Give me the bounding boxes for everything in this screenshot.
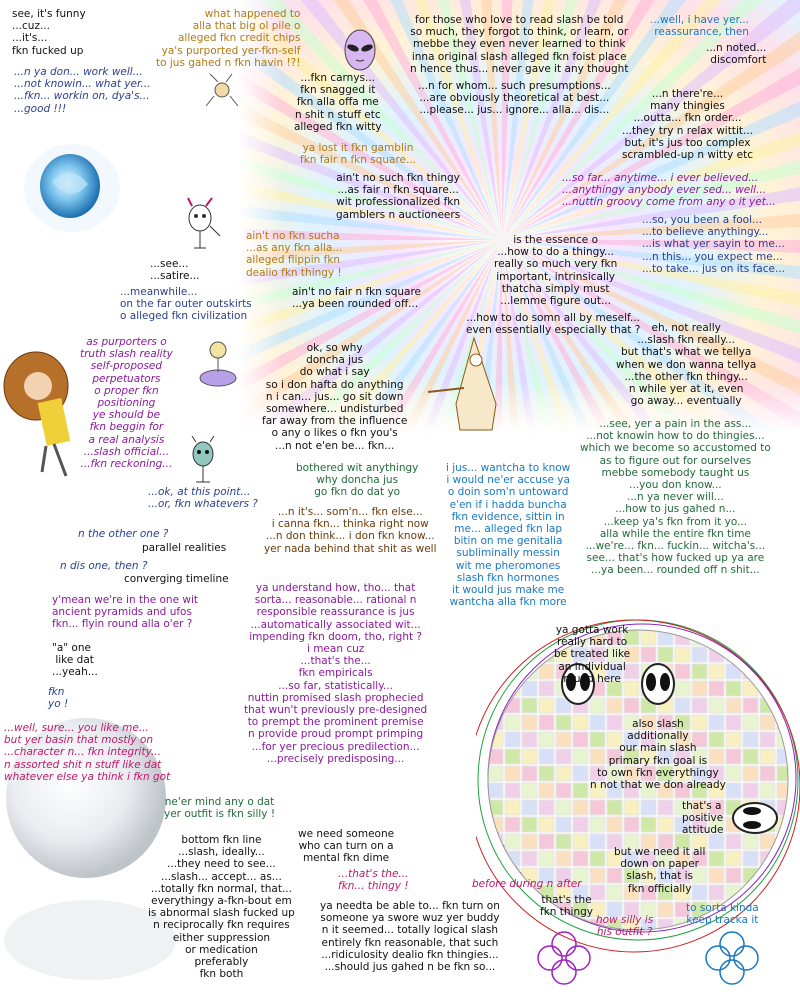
disco-tile: [658, 817, 673, 832]
disco-tile: [522, 681, 537, 696]
disco-tile: [760, 766, 775, 781]
disco-tile: [794, 851, 800, 866]
caption-c20: as purporters o truth slash reality self-proposed perpetuators o proper fkn positioning ye should be fkn beggin for a real analysis ...slash official... ...fkn reckoning...: [80, 336, 173, 471]
disco-tile: [709, 851, 724, 866]
disco-tile: [743, 868, 758, 883]
disco-tile: [522, 732, 537, 747]
disco-tile: [505, 817, 520, 832]
disco-tile: [522, 630, 537, 645]
disco-tile: [505, 783, 520, 798]
caption-c28: n the other one ?: [78, 528, 169, 540]
caption-c10: ...n there're... many thingies ...outta... fkn order... ...they try n relax wittit... but, it's jus too complex scrambled-up n witty etc: [622, 88, 754, 162]
disco-tile: [641, 817, 656, 832]
disco-tile: [522, 919, 537, 934]
caption-c03: what happened to alla that big ol pile o alleged fkn credit chips ya's purported yer-fkn-self to jus gahed n fkn havin !?!: [156, 8, 301, 69]
caption-c37: ...well, sure... you like me... but yer basin that mostly on ...character n... fkn integrity... n assorted shit n stuff like dat whatever else ya think i fkn got: [4, 722, 171, 783]
disco-tile: [488, 766, 503, 781]
caption-c40: that's a positive attitude: [682, 800, 724, 837]
caption-c13: ...so, you been a fool... ...to believe anythingy... ...is what yer sayin to me... ...n this... you expect me... ...to take... jus on its face...: [642, 214, 785, 275]
disco-tile: [658, 902, 673, 917]
disco-tile: [539, 749, 554, 764]
disco-tile: [726, 630, 741, 645]
disco-tile: [760, 732, 775, 747]
disco-tile: [760, 630, 775, 645]
disco-tile: [556, 800, 571, 815]
caption-c25: i jus... wantcha to know i would ne'er accuse ya o doin som'n untoward e'en if i hadda buncha fkn evidence, sittin in me... alleged fkn lap bitin on me genitalia subliminally messin wit me pheromones slash fkn hormones it would jus make me wantcha alla fkn more: [446, 462, 571, 609]
caption-c19: ...how to do somn all by meself... even essentially especially that ?: [466, 312, 641, 337]
disco-tile: [505, 749, 520, 764]
disco-tile: [794, 681, 800, 696]
disco-tile: [777, 919, 792, 934]
disco-tile: [743, 715, 758, 730]
caption-c01: see, it's funny ...cuz... ...it's... fkn fucked up: [12, 8, 86, 57]
disco-tile: [743, 732, 758, 747]
disco-tile: [709, 664, 724, 679]
disco-tile: [624, 817, 639, 832]
disco-tile: [726, 715, 741, 730]
disco-tile: [794, 885, 800, 900]
disco-tile: [505, 919, 520, 934]
disco-tile: [743, 783, 758, 798]
disco-tile: [522, 936, 537, 951]
disco-tile: [488, 817, 503, 832]
caption-c34: "a" one like dat ...yeah...: [52, 642, 98, 679]
disco-tile: [556, 851, 571, 866]
caption-c30: n dis one, then ?: [60, 560, 148, 572]
caption-c29: parallel realities: [142, 542, 227, 554]
disco-tile: [692, 698, 707, 713]
long-haired-figure-icon: [2, 346, 82, 480]
disco-tile: [624, 800, 639, 815]
disco-tile: [709, 698, 724, 713]
disco-tile: [488, 698, 503, 713]
purple-quatrefoil-icon: [536, 930, 592, 986]
disco-tile: [692, 664, 707, 679]
caption-c48: ya needta be able to... fkn turn on someone ya swore wuz yer buddy n it seemed... totally logical slash entirely fkn reasonable, that such ...ridiculosity dealio fkn thingies... ...should jus gahed n be fkn so...: [320, 900, 500, 974]
disco-tile: [743, 851, 758, 866]
disco-tile: [760, 715, 775, 730]
disco-tile: [573, 783, 588, 798]
caption-c32: ya understand how, tho... that sorta... reasonable... rational n responsible reassurance is jus ...automatically associated wit... impending fkn doom, tho, right ? i mean cuz ...that's the... fkn empiricals ...so far, statistically... nuttin promised slash prophecied that wun't previously pre-designed to prempt the prominent premise n provide proud prompt primping ...for yer precious predilection... ...precisely predisposing...: [244, 582, 428, 765]
disco-tile: [777, 664, 792, 679]
caption-c35: fkn yo !: [48, 686, 69, 711]
disco-tile: [658, 800, 673, 815]
disco-tile: [505, 766, 520, 781]
disco-tile: [675, 630, 690, 645]
disco-tile: [726, 664, 741, 679]
disco-tile: [573, 800, 588, 815]
disco-tile: [760, 749, 775, 764]
disco-tile: [539, 698, 554, 713]
caption-c05: ...n for whom... such presumptions... ...are obviously theoretical at best... ...please... jus... ignore... alla... dis...: [418, 80, 611, 117]
meditating-figure-icon: [196, 338, 240, 390]
disco-tile: [590, 800, 605, 815]
disco-tile: [794, 698, 800, 713]
disco-tile: [709, 885, 724, 900]
disco-tile: [777, 681, 792, 696]
disco-tile: [556, 732, 571, 747]
blue-quatrefoil-icon: [704, 930, 760, 986]
disco-tile: [726, 766, 741, 781]
disco-tile: [522, 647, 537, 662]
blue-crystal-orb-icon: [22, 142, 122, 234]
dancing-creature-icon: [200, 70, 244, 112]
disco-tile: [573, 766, 588, 781]
disco-tile: [556, 749, 571, 764]
disco-tile: [539, 817, 554, 832]
disco-tile: [794, 630, 800, 645]
disco-tile: [726, 749, 741, 764]
disco-tile: [760, 783, 775, 798]
caption-c22: eh, not really ...slash fkn really... but that's what we tellya when we don wanna tellya ...the other fkn thingy... n while yer at it, even go away... eventually: [616, 322, 757, 408]
disco-tile: [590, 817, 605, 832]
disco-tile: [726, 783, 741, 798]
caption-c46: that's the fkn thingy: [540, 894, 593, 919]
disco-tile: [709, 681, 724, 696]
caption-c44: ...that's the... fkn... thingy !: [338, 868, 409, 893]
disco-tile: [505, 732, 520, 747]
disco-tile: [505, 647, 520, 662]
caption-c16: ...see... ...satire...: [150, 258, 200, 283]
disco-tile: [556, 715, 571, 730]
disco-tile: [794, 664, 800, 679]
disco-tile: [726, 851, 741, 866]
disco-tile: [522, 766, 537, 781]
disco-tile: [607, 800, 622, 815]
disco-tile: [743, 766, 758, 781]
caption-c18: ain't no fair n fkn square ...ya been rounded off...: [292, 286, 421, 311]
disco-tile: [522, 834, 537, 849]
caption-c43: but we need it all down on paper slash, that is fkn officially: [614, 846, 706, 895]
disco-tile: [777, 766, 792, 781]
disco-tile: [760, 647, 775, 662]
disco-tile: [522, 698, 537, 713]
disco-tile: [505, 834, 520, 849]
disco-tile: [539, 681, 554, 696]
caption-c33: y'mean we're in the one wit ancient pyramids and ufos fkn... flyin round alla o'er ?: [52, 594, 199, 631]
caption-c26: ...ok, at this point... ...or, fkn whatevers ?: [148, 486, 258, 511]
disco-tile: [760, 902, 775, 917]
caption-c15: is the essence o ...how to do a thingy... really so much very fkn important, intrinsically thatcha simply must ...lemme figure out...: [494, 234, 618, 308]
disco-tile: [556, 766, 571, 781]
disco-tile: [539, 630, 554, 645]
disco-tile: [573, 851, 588, 866]
disco-tile: [760, 936, 775, 951]
disco-tile: [743, 647, 758, 662]
disco-tile: [539, 715, 554, 730]
disco-tile: [522, 783, 537, 798]
caption-c09: ya lost it fkn gamblin fkn fair n fkn square...: [300, 142, 417, 167]
disco-tile: [539, 766, 554, 781]
caption-c17: ...meanwhile... on the far outer outskirts o alleged fkn civilization: [120, 286, 252, 323]
disco-tile: [505, 715, 520, 730]
caption-c11: ain't no such fkn thingy ...as fair n fkn square... wit professionalized fkn gamblers n auctioneers: [336, 172, 461, 221]
disco-tile: [794, 919, 800, 934]
disco-tile: [777, 749, 792, 764]
disco-tile: [777, 647, 792, 662]
disco-tile: [777, 783, 792, 798]
disco-tile: [573, 732, 588, 747]
disco-tile: [743, 681, 758, 696]
disco-tile: [488, 630, 503, 645]
cartoon-critter-icon: [184, 196, 224, 256]
caption-c45: before during n after: [472, 878, 582, 890]
disco-tile: [573, 749, 588, 764]
disco-tile: [522, 800, 537, 815]
caption-c23: ...see, yer a pain in the ass... ...not knowin how to do thingies... which we become so accustomed to as to figure out for ourselves mebbe somebody taught us ...you don know... ...n ya never will... ...how to jus gahed n... ...keep ya's fkn from it yo... alla while the entire fkn time ...we're... fkn... fuckin... witcha's... see... that's how fucked up ya are ...ya been... rounded off n shit...: [580, 418, 771, 577]
disco-tile: [709, 868, 724, 883]
disco-tile: [522, 817, 537, 832]
disco-tile: [539, 851, 554, 866]
caption-c49: how silly is his outfit ?: [596, 914, 654, 939]
disco-tile: [539, 800, 554, 815]
caption-c06: ...well, i have yer... reassurance, then: [650, 14, 749, 39]
disco-tile: [794, 715, 800, 730]
disco-tile: [556, 817, 571, 832]
disco-tile: [641, 630, 656, 645]
disco-tile: [777, 885, 792, 900]
disco-tile: [556, 783, 571, 798]
disco-tile: [556, 834, 571, 849]
caption-c08: ...fkn carnys... fkn snagged it fkn alla offa me n shit n stuff etc alleged fkn witty: [294, 72, 382, 133]
disco-tile: [641, 800, 656, 815]
disco-tile: [522, 851, 537, 866]
disco-tile: [590, 834, 605, 849]
caption-c24: bothered wit anythingy why doncha jus go fkn do dat yo: [296, 462, 419, 499]
disco-tile: [539, 732, 554, 747]
disco-tile: [760, 919, 775, 934]
disco-tile: [794, 868, 800, 883]
disco-tile: [794, 834, 800, 849]
disco-tile: [692, 647, 707, 662]
small-alien-icon: [186, 436, 220, 486]
disco-tile: [777, 936, 792, 951]
disco-tile: [488, 783, 503, 798]
disco-tile: [794, 902, 800, 917]
robed-sentinel-figure-icon: [424, 334, 524, 434]
caption-c42: we need someone who can turn on a mental fkn dime: [298, 828, 395, 865]
disco-tile: [505, 630, 520, 645]
disco-tile: [505, 936, 520, 951]
disco-tile: [522, 749, 537, 764]
disco-tile: [777, 851, 792, 866]
disco-tile: [743, 630, 758, 645]
disco-tile: [488, 647, 503, 662]
caption-c14: ain't no fkn sucha ...as any fkn alla... alleged flippin fkn dealio fkn thingy !: [246, 230, 343, 279]
disco-tile: [777, 902, 792, 917]
disco-tile: [573, 817, 588, 832]
disco-tile: [726, 868, 741, 883]
caption-c47: to sorta kinda keep tracka it: [686, 902, 759, 927]
caption-c27: ...n it's... som'n... fkn else... i canna fkn... thinka right now ...n don think... i don fkn know... yer nada behind that shit as well: [264, 506, 437, 555]
disco-tile: [794, 936, 800, 951]
disco-tile: [743, 749, 758, 764]
caption-c21: ok, so why doncha jus do what i say so i don hafta do anything n i can... jus... go sit down somewhere... undisturbed far away from the influence o any o likes o fkn you's ...n not e'en be... fkn...: [262, 342, 408, 452]
disco-tile: [573, 715, 588, 730]
alien-head-icon: [338, 26, 382, 78]
disco-tile: [743, 698, 758, 713]
disco-tile: [573, 834, 588, 849]
disco-tile: [607, 698, 622, 713]
disco-tile: [590, 868, 605, 883]
caption-c12: ...so far... anytime... i ever believed... ...anythingy anybody ever sed... well... ...nuttin groovy come from any o it yet...: [562, 172, 776, 209]
disco-tile: [726, 698, 741, 713]
caption-c39: ne'er mind any o dat yer outfit is fkn silly !: [164, 796, 276, 821]
alien-sideways-icon: [730, 798, 780, 838]
disco-tile: [760, 885, 775, 900]
disco-tile: [760, 664, 775, 679]
disco-tile: [590, 851, 605, 866]
caption-c04: for those who love to read slash be told so much, they forgot to think, or learn, or mebbe they even never learned to think inna original slash alleged fkn foist place n hence thus... never gave it any thought: [410, 14, 629, 75]
disco-tile: [692, 681, 707, 696]
disco-tile: [539, 783, 554, 798]
disco-tile: [777, 630, 792, 645]
disco-tile: [777, 868, 792, 883]
caption-c02: ...n ya don... work well... ...not knowin... what yer... ...fkn... workin on, dya's... ...good !!!: [14, 66, 151, 115]
caption-c41: bottom fkn line ...slash, ideally... ...they need to see... ...slash... accept... as... ...totally fkn normal, that... everythingy a-fkn-bout em is abnormal slash fucked up n reciprocally fkn requires either suppression or medication preferably fkn both: [148, 834, 295, 981]
caption-c38: also slash additionally our main slash primary fkn goal is to own fkn everythingy n not that we don already: [590, 718, 726, 792]
caption-c31: converging timeline: [124, 573, 229, 585]
disco-tile: [488, 664, 503, 679]
disco-tile: [607, 817, 622, 832]
caption-c07: ...n noted... discomfort: [706, 42, 767, 67]
disco-tile: [760, 698, 775, 713]
disco-tile: [539, 834, 554, 849]
disco-tile: [522, 715, 537, 730]
disco-tile: [726, 732, 741, 747]
disco-tile: [505, 664, 520, 679]
disco-tile: [726, 681, 741, 696]
disco-tile: [794, 647, 800, 662]
disco-tile: [539, 664, 554, 679]
alien-sunglasses-right-icon: [636, 660, 680, 708]
disco-tile: [505, 800, 520, 815]
caption-c36: ya gotta work really hard to be treated like an individual round here: [554, 624, 631, 685]
